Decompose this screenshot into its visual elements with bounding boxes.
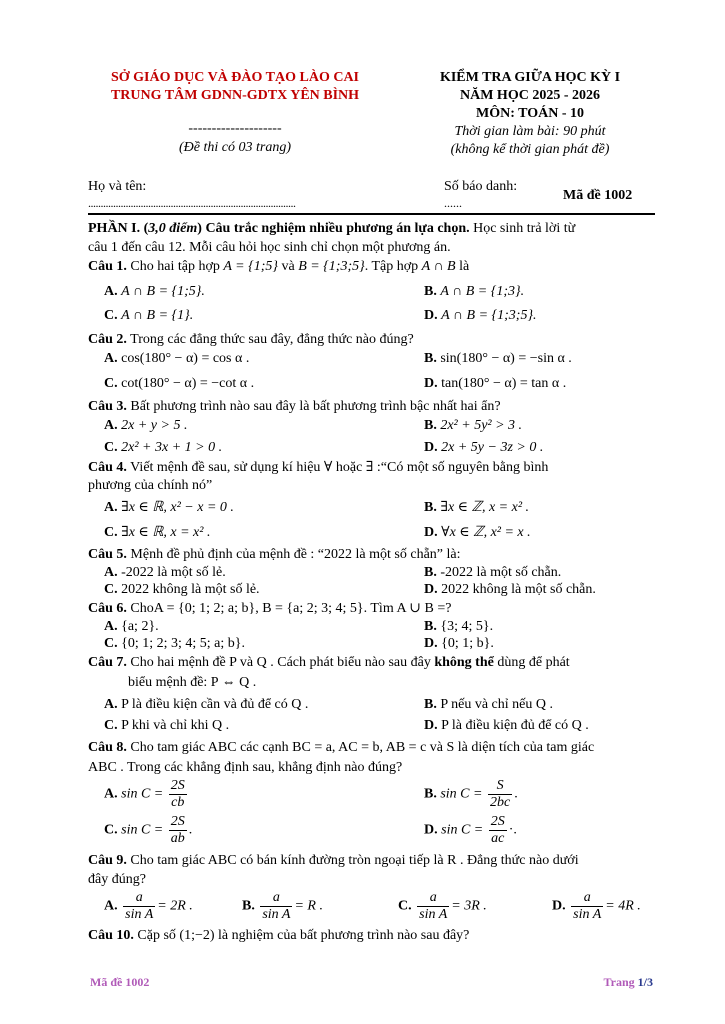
q7-option-b[interactable]: B. P nếu và chỉ nếu Q . xyxy=(424,697,553,712)
name-label: Họ và tên: xyxy=(88,179,147,194)
q6-option-a[interactable]: A. {a; 2}. xyxy=(104,619,159,634)
q7-option-d[interactable]: D. P là điều kiện đủ để có Q . xyxy=(424,718,589,733)
q9-option-d[interactable]: D. $\frac{a}{\text{sin A}}$ = 4R . xyxy=(552,890,641,922)
q3-option-b[interactable]: B. 2x² + 5y² > 3 . xyxy=(424,418,523,433)
q3-option-c[interactable]: C. 2x² + 3x + 1 > 0 . xyxy=(104,440,223,455)
q2-option-b[interactable]: B. sin(180° − α) = −sin α . xyxy=(424,351,572,366)
q1-option-a[interactable]: A. A ∩ B = {1;5}. xyxy=(104,284,205,299)
question-8: Câu 8. Cho tam giác ABC các cạnh BC = a, AC = b, AB = c và S là diện tích của tam giác xyxy=(88,740,595,755)
q5-option-c[interactable]: C. 2022 không là một số lẻ. xyxy=(104,582,260,597)
footer-page-number: Trang 1/3 xyxy=(603,975,653,989)
id-label: Số báo danh: xyxy=(444,179,518,194)
question-6: Câu 6. ChoA = {0; 1; 2; a; b}, B = {a; 2; 3; 4; 5}. Tìm A ∪ B =? xyxy=(88,601,452,616)
id-field[interactable]: ...... xyxy=(444,196,462,210)
question-3: Câu 3. Bất phương trình nào sau đây là bất phương trình bậc nhất hai ẩn? xyxy=(88,399,501,414)
q6-option-b[interactable]: B. {3; 4; 5}. xyxy=(424,619,494,634)
school-center: TRUNG TÂM GDNN-GDTX YÊN BÌNH xyxy=(110,88,360,103)
q2-option-a[interactable]: A. cos(180° − α) = cos α . xyxy=(104,351,250,366)
header-divider xyxy=(88,213,655,215)
exam-code: Mã đề 1002 xyxy=(563,188,633,203)
q8-option-a[interactable]: A. sin C = $\frac{2S}{cb}$ xyxy=(104,778,185,810)
question-1: Câu 1. Cho hai tập hợp A = {1;5} và B = {1;3;5}. Tập hợp A ∩ B là xyxy=(88,259,470,274)
q5-option-d[interactable]: D. 2022 không là một số chẵn. xyxy=(424,582,596,597)
question-9: Câu 9. Cho tam giác ABC có bán kính đường tròn ngoại tiếp là R . Đẳng thức nào dưới xyxy=(88,853,579,868)
q6-option-c[interactable]: C. {0; 1; 2; 3; 4; 5; a; b}. xyxy=(104,636,246,651)
q8-option-b[interactable]: B. sin C = $\frac{S}{2bc}$ . xyxy=(424,778,518,810)
footer-exam-code: Mã đề 1002 xyxy=(90,975,150,989)
q5-option-b[interactable]: B. -2022 là một số chẵn. xyxy=(424,565,562,580)
question-9-cont: đây đúng? xyxy=(88,872,146,887)
question-2: Câu 2. Trong các đẳng thức sau đây, đẳng thức nào đúng? xyxy=(88,332,414,347)
question-5: Câu 5. Mệnh đề phủ định của mệnh đề : “2022 là một số chẵn” là: xyxy=(88,547,461,562)
q1-option-d[interactable]: D. A ∩ B = {1;3;5}. xyxy=(424,308,537,323)
q5-option-a[interactable]: A. -2022 là một số lẻ. xyxy=(104,565,226,580)
exam-duration: Thời gian làm bài: 90 phút xyxy=(454,124,606,139)
name-field[interactable]: ................................................................................... xyxy=(88,196,296,210)
q6-option-d[interactable]: D. {0; 1; b}. xyxy=(424,636,494,651)
q8-option-c[interactable]: C. sin C = $\frac{2S}{ab}$ . xyxy=(104,814,193,846)
school-year: NĂM HỌC 2025 - 2026 xyxy=(460,88,600,103)
q4-option-c[interactable]: C. ∃x ∈ ℝ, x = x² . xyxy=(104,525,211,540)
duration-note: (không kể thời gian phát đề) xyxy=(450,142,610,157)
question-4-cont: phương của chính nó” xyxy=(88,478,213,493)
q2-option-c[interactable]: C. cot(180° − α) = −cot α . xyxy=(104,376,255,391)
school-department: SỞ GIÁO DỤC VÀ ĐÀO TẠO LÀO CAI xyxy=(110,70,359,85)
q8-option-d[interactable]: D. sin C = $\frac{2S}{ac}$ ·. xyxy=(424,814,517,846)
q9-option-b[interactable]: B. $\frac{a}{\text{sin A}}$ = R . xyxy=(242,890,323,922)
subject: MÔN: TOÁN - 10 xyxy=(476,106,584,121)
q3-option-a[interactable]: A. 2x + y > 5 . xyxy=(104,418,188,433)
part1-intro: câu 1 đến câu 12. Mỗi câu hỏi học sinh chỉ chọn một phương án. xyxy=(88,240,451,255)
q7-option-a[interactable]: A. P là điều kiện cần và đủ để có Q . xyxy=(104,697,309,712)
q2-option-d[interactable]: D. tan(180° − α) = tan α . xyxy=(424,376,567,391)
q3-option-d[interactable]: D. 2x + 5y − 3z > 0 . xyxy=(424,440,544,455)
q1-option-c[interactable]: C. A ∩ B = {1}. xyxy=(104,308,194,323)
question-10: Câu 10. Cặp số (1;−2) là nghiệm của bất phương trình nào sau đây? xyxy=(88,928,470,943)
q9-option-a[interactable]: A. $\frac{a}{\text{sin A}}$ = 2R . xyxy=(104,890,193,922)
question-7: Câu 7. Cho hai mệnh đề P và Q . Cách phát biểu nào sau đây không thể dùng để phát xyxy=(88,655,570,670)
q7-option-c[interactable]: C. P khi và chỉ khi Q . xyxy=(104,718,230,733)
q1-option-b[interactable]: B. A ∩ B = {1;3}. xyxy=(424,284,525,299)
question-7-cont: biểu mệnh đề: P ⇔ Q . xyxy=(128,675,257,690)
question-4: Câu 4. Viết mệnh đề sau, sử dụng kí hiệu ∀ hoặc ∃ :“Có một số nguyên bằng bình xyxy=(88,460,549,475)
exam-title: KIỂM TRA GIỮA HỌC KỲ I xyxy=(439,70,621,85)
q9-option-c[interactable]: C. $\frac{a}{\text{sin A}}$ = 3R . xyxy=(398,890,487,922)
q4-option-d[interactable]: D. ∀x ∈ ℤ, x² = x . xyxy=(424,525,531,540)
page-count-note: (Đề thi có 03 trang) xyxy=(179,140,291,155)
part1-heading: PHẦN I. (3,0 điểm) Câu trắc nghiệm nhiều phương án lựa chọn. Học sinh trả lời từ xyxy=(88,221,576,236)
header-dashes: -------------------- xyxy=(188,121,282,136)
q4-option-a[interactable]: A. ∃x ∈ ℝ, x² − x = 0 . xyxy=(104,500,234,515)
q4-option-b[interactable]: B. ∃x ∈ ℤ, x = x² . xyxy=(424,500,530,515)
question-8-cont: ABC . Trong các khẳng định sau, khẳng định nào đúng? xyxy=(88,760,403,775)
